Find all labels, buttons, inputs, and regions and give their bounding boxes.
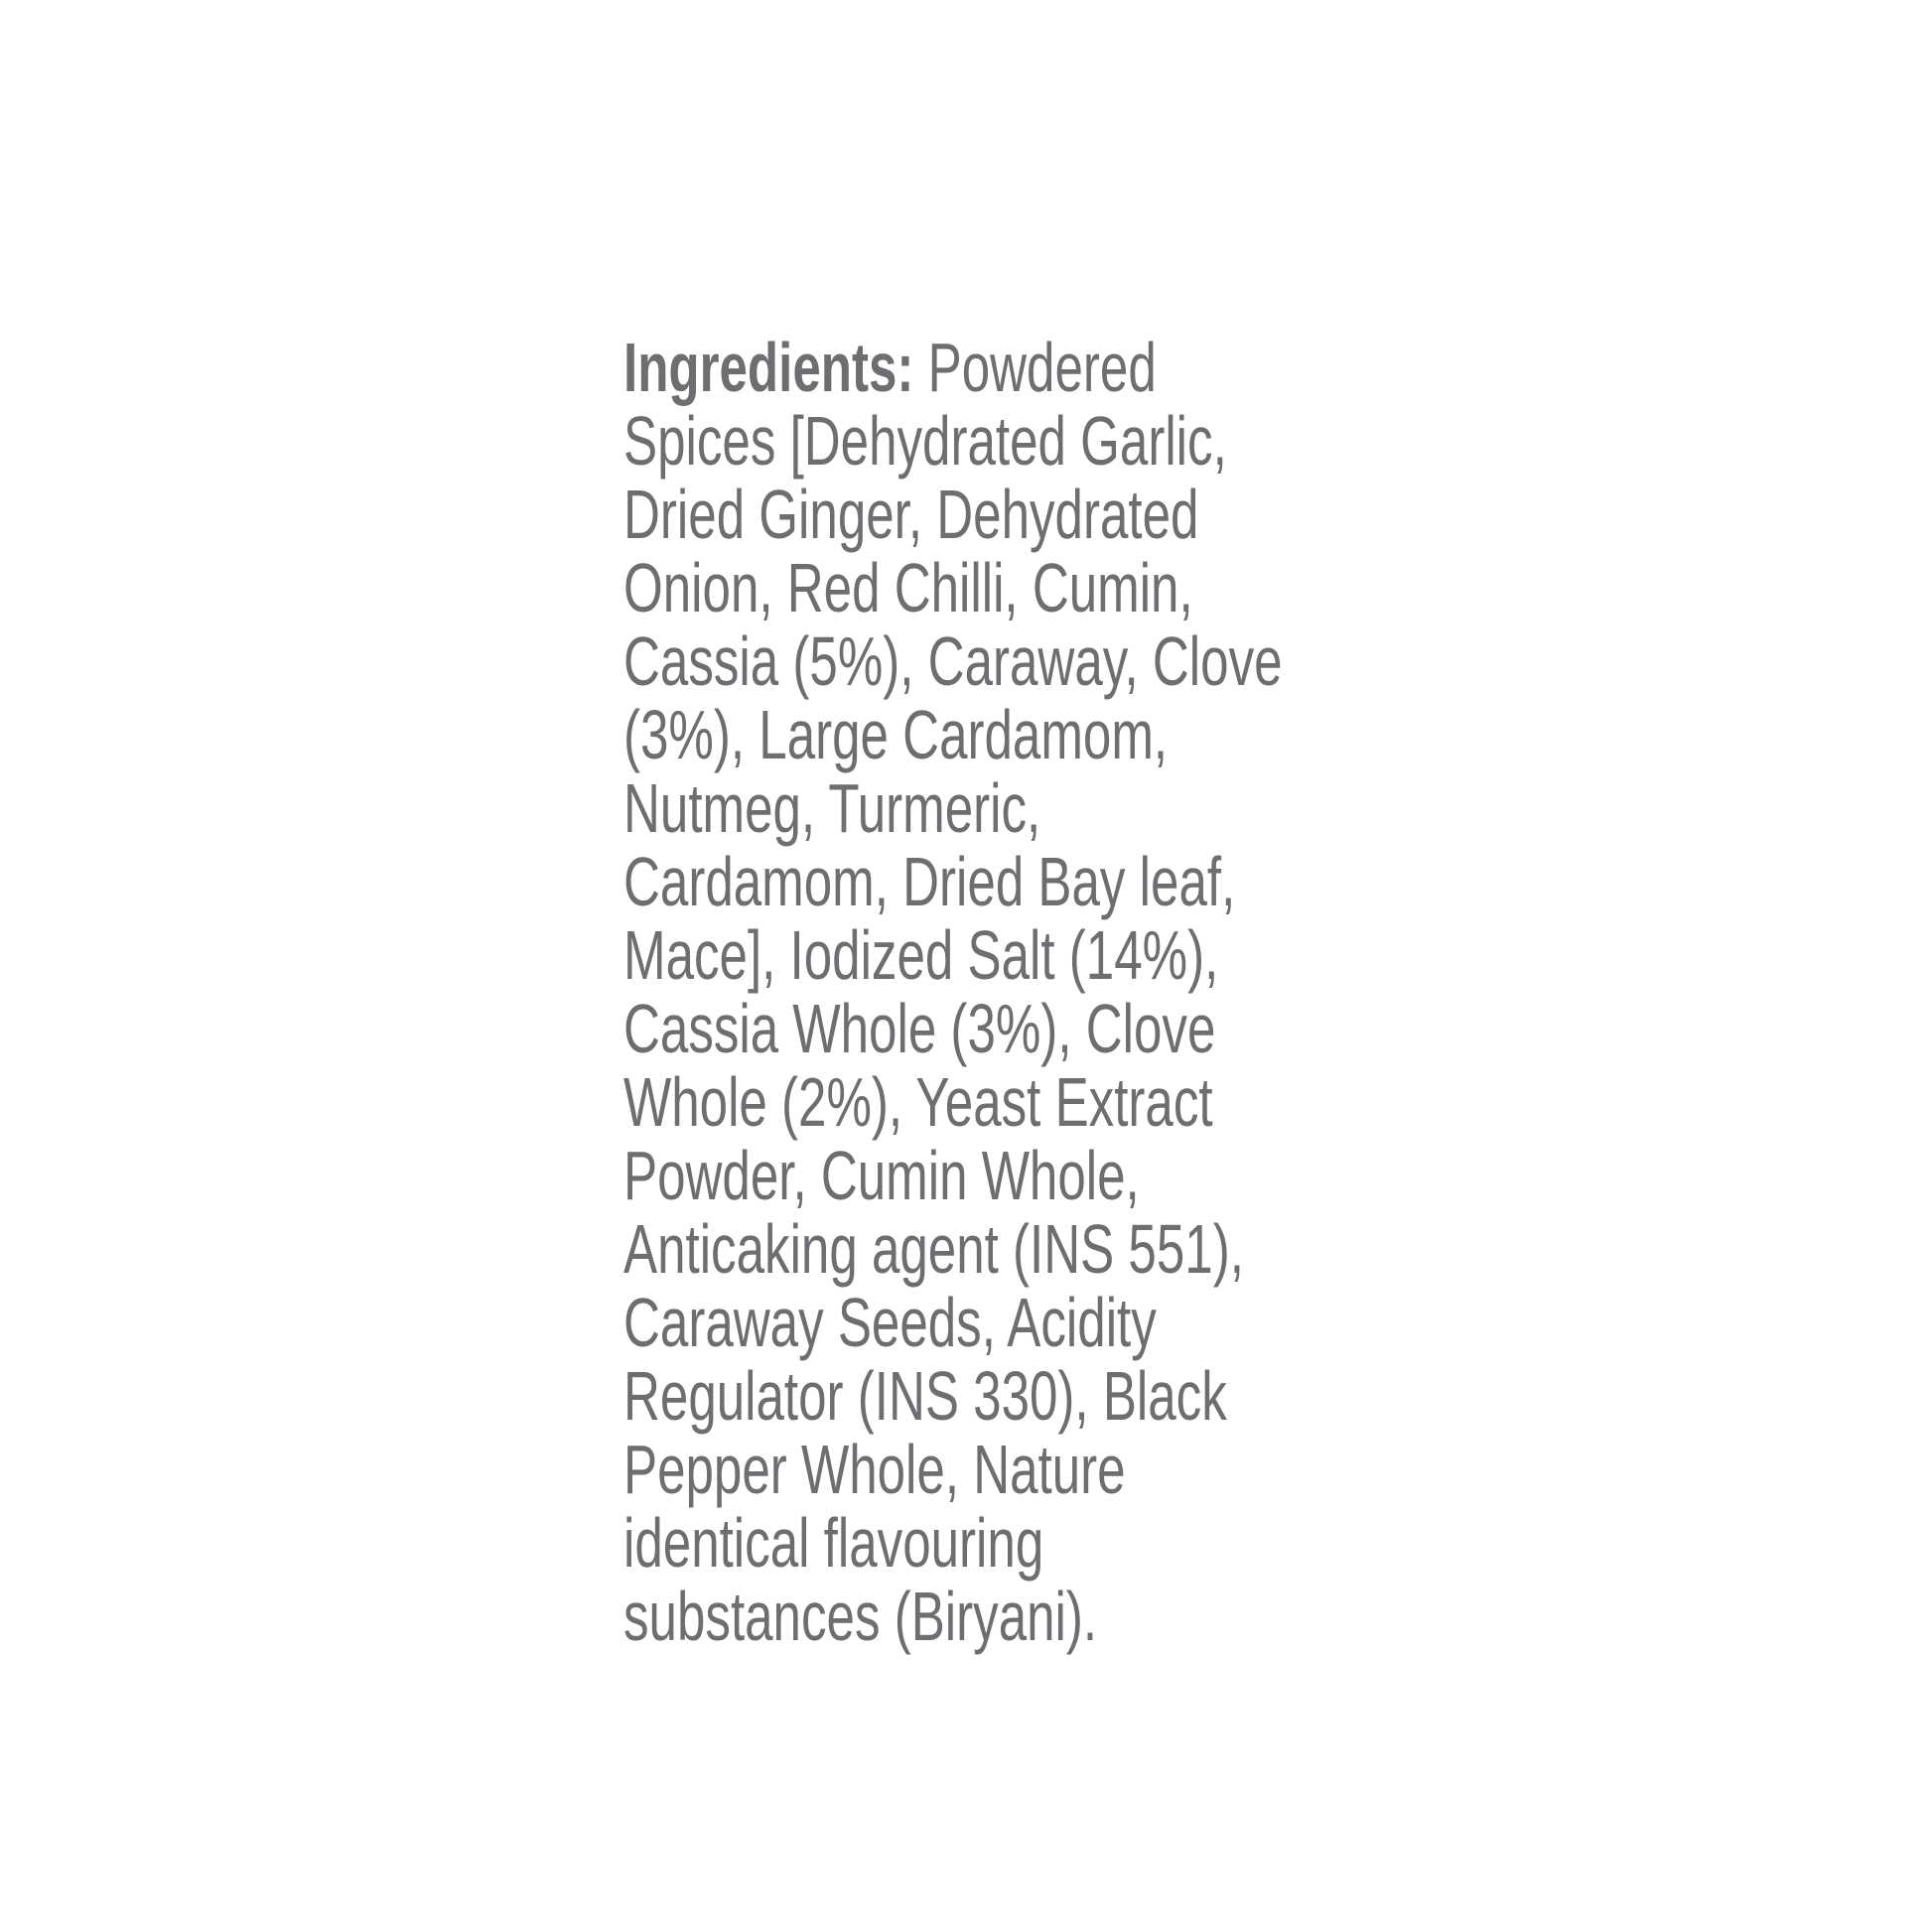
ingredients-line [623,771,1348,845]
ingredients-line [623,1433,1348,1506]
ingredients-line [623,1286,1348,1359]
ingredients-line [623,1065,1348,1139]
ingredients-line-text: Nutmeg, Turmeric, [623,769,1041,847]
ingredients-line [623,1359,1348,1433]
ingredients-line-text: Caraway Seeds, Acidity [623,1284,1157,1361]
ingredients-line-text: Onion, Red Chilli, Cumin, [623,549,1193,626]
ingredients-line [623,1212,1348,1286]
ingredients-line-text: Regulator (INS 330), Black [623,1357,1227,1435]
ingredients-line [623,845,1348,918]
ingredients-line-text: Powdered [927,329,1157,406]
ingredients-line-text: Dried Ginger, Dehydrated [623,476,1199,553]
ingredients-line-text: Pepper Whole, Nature [623,1431,1126,1508]
ingredients-line-text: Spices [Dehydrated Garlic, [623,402,1227,480]
ingredients-text-block [623,331,1348,1653]
ingredients-line [623,1506,1348,1580]
ingredients-line [623,404,1348,478]
ingredients-line-text: substances (Biryani). [623,1578,1098,1655]
ingredients-line [623,331,1348,404]
ingredients-line [623,551,1348,624]
ingredients-line [623,992,1348,1065]
ingredients-line-text: Whole (2%), Yeast Extract [623,1063,1213,1141]
ingredients-line [623,698,1348,771]
ingredients-line-text: Anticaking agent (INS 551), [623,1210,1244,1288]
ingredients-line [623,624,1348,698]
ingredients-line [623,478,1348,551]
ingredients-line-text: Cassia (5%), Caraway, Clove [623,622,1283,700]
ingredients-line-text: (3%), Large Cardamom, [623,696,1169,773]
ingredients-line-text: identical flavouring [623,1504,1044,1582]
ingredients-line [623,1580,1348,1653]
ingredients-line-text: Mace], Iodized Salt (14%), [623,916,1219,994]
ingredients-line [623,918,1348,992]
ingredients-line-text: Powder, Cumin Whole, [623,1137,1140,1214]
ingredients-line-text: Cassia Whole (3%), Clove [623,990,1216,1067]
ingredients-line-text: Cardamom, Dried Bay leaf, [623,843,1236,920]
ingredients-line [623,1139,1348,1212]
ingredients-heading: Ingredients: [623,329,914,406]
